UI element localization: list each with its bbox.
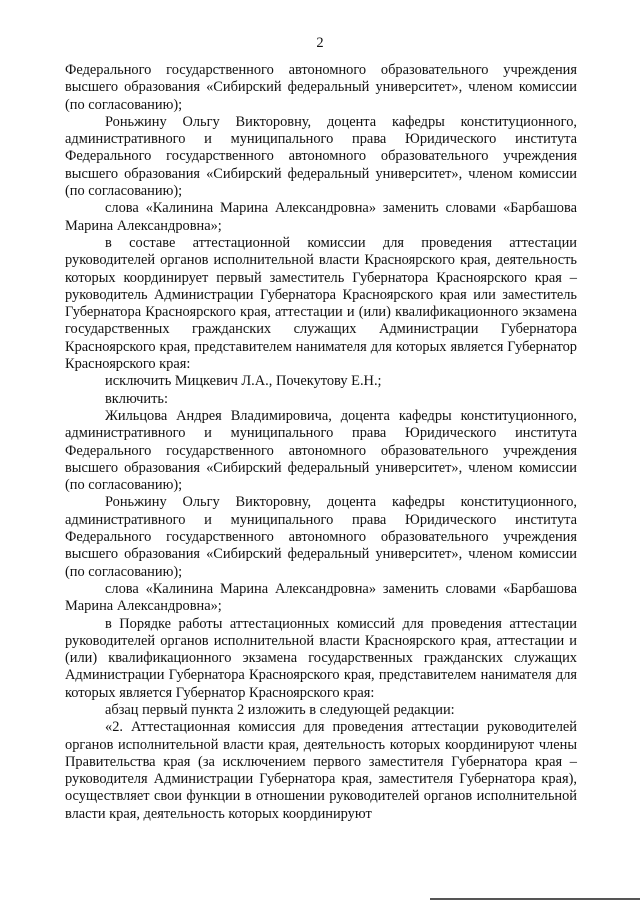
paragraph-9: слова «Калинина Марина Александровна» заменить словами «Барбашова Марина Александровна»; (65, 580, 577, 615)
paragraph-3: слова «Калинина Марина Александровна» заменить словами «Барбашова Марина Александровна»; (65, 200, 577, 234)
paragraph-12: «2. Аттестационная комиссия для проведения аттестации руководителей органов исполнительной власти края, деятельность которых координируют члены Правительства края (за исключением первого заместителя Губернатора края – руководителя Администрации Губернатора края, заместителя Губернатора края), осуществляет свои функции в отношении руководителей органов исполнительной власти края, деятельность которых координируют (65, 719, 577, 822)
paragraph-7: Жильцова Андрея Владимировича, доцента кафедры конституционного, административного и муниципального права Юридического института Федерального государственного автономного образовательного учреждения высшего образования «Сибирский федеральный университет», членом комиссии (по согласованию); (65, 407, 577, 494)
scan-edge-line (430, 898, 640, 900)
paragraph-11: абзац первый пункта 2 изложить в следующей редакции: (105, 701, 455, 718)
paragraph-4: в составе аттестационной комиссии для проведения аттестации руководителей органов исполнительной власти Красноярского края, деятельность которых координирует первый заместитель Губернатора Красноярского края – руководитель Администрации Губернатора Красноярского края или заместитель Губернатора Красноярского края, аттестации и (или) квалификационного экзамена государственных гражданских служащих Администрации Губернатора Красноярского края, представителем нанимателя для которых является Губернатор Красноярского края: (65, 234, 577, 373)
paragraph-5: исключить Мицкевич Л.А., Почекутову Е.Н.; (105, 373, 382, 390)
paragraph-8: Роньжину Ольгу Викторовну, доцента кафедры конституционного, административного и муниципального права Юридического института Федерального государственного автономного образовательного учреждения высшего образования «Сибирский федеральный университет», членом комиссии (по согласованию); (65, 494, 577, 580)
paragraph-6: включить: (105, 390, 168, 407)
paragraph-1: Федерального государственного автономного образовательного учреждения высшего образования «Сибирский федеральный университет», членом комиссии (по согласованию); (65, 62, 577, 113)
paragraph-2: Роньжину Ольгу Викторовну, доцента кафедры конституционного, административного и муниципального права Юридического института Федерального государственного автономного образовательного учреждения высшего образования «Сибирский федеральный университет», членом комиссии (по согласованию); (65, 113, 577, 200)
paragraph-10: в Порядке работы аттестационных комиссий для проведения аттестации руководителей органов исполнительной власти Красноярского края, аттестации и (или) квалификационного экзамена государственных гражданских служащих Администрации Губернатора Красноярского края, представителем нанимателя для которых является Губернатор Красноярского края: (65, 615, 577, 701)
document-body (65, 62, 577, 823)
page-number: 2 (316, 35, 324, 51)
